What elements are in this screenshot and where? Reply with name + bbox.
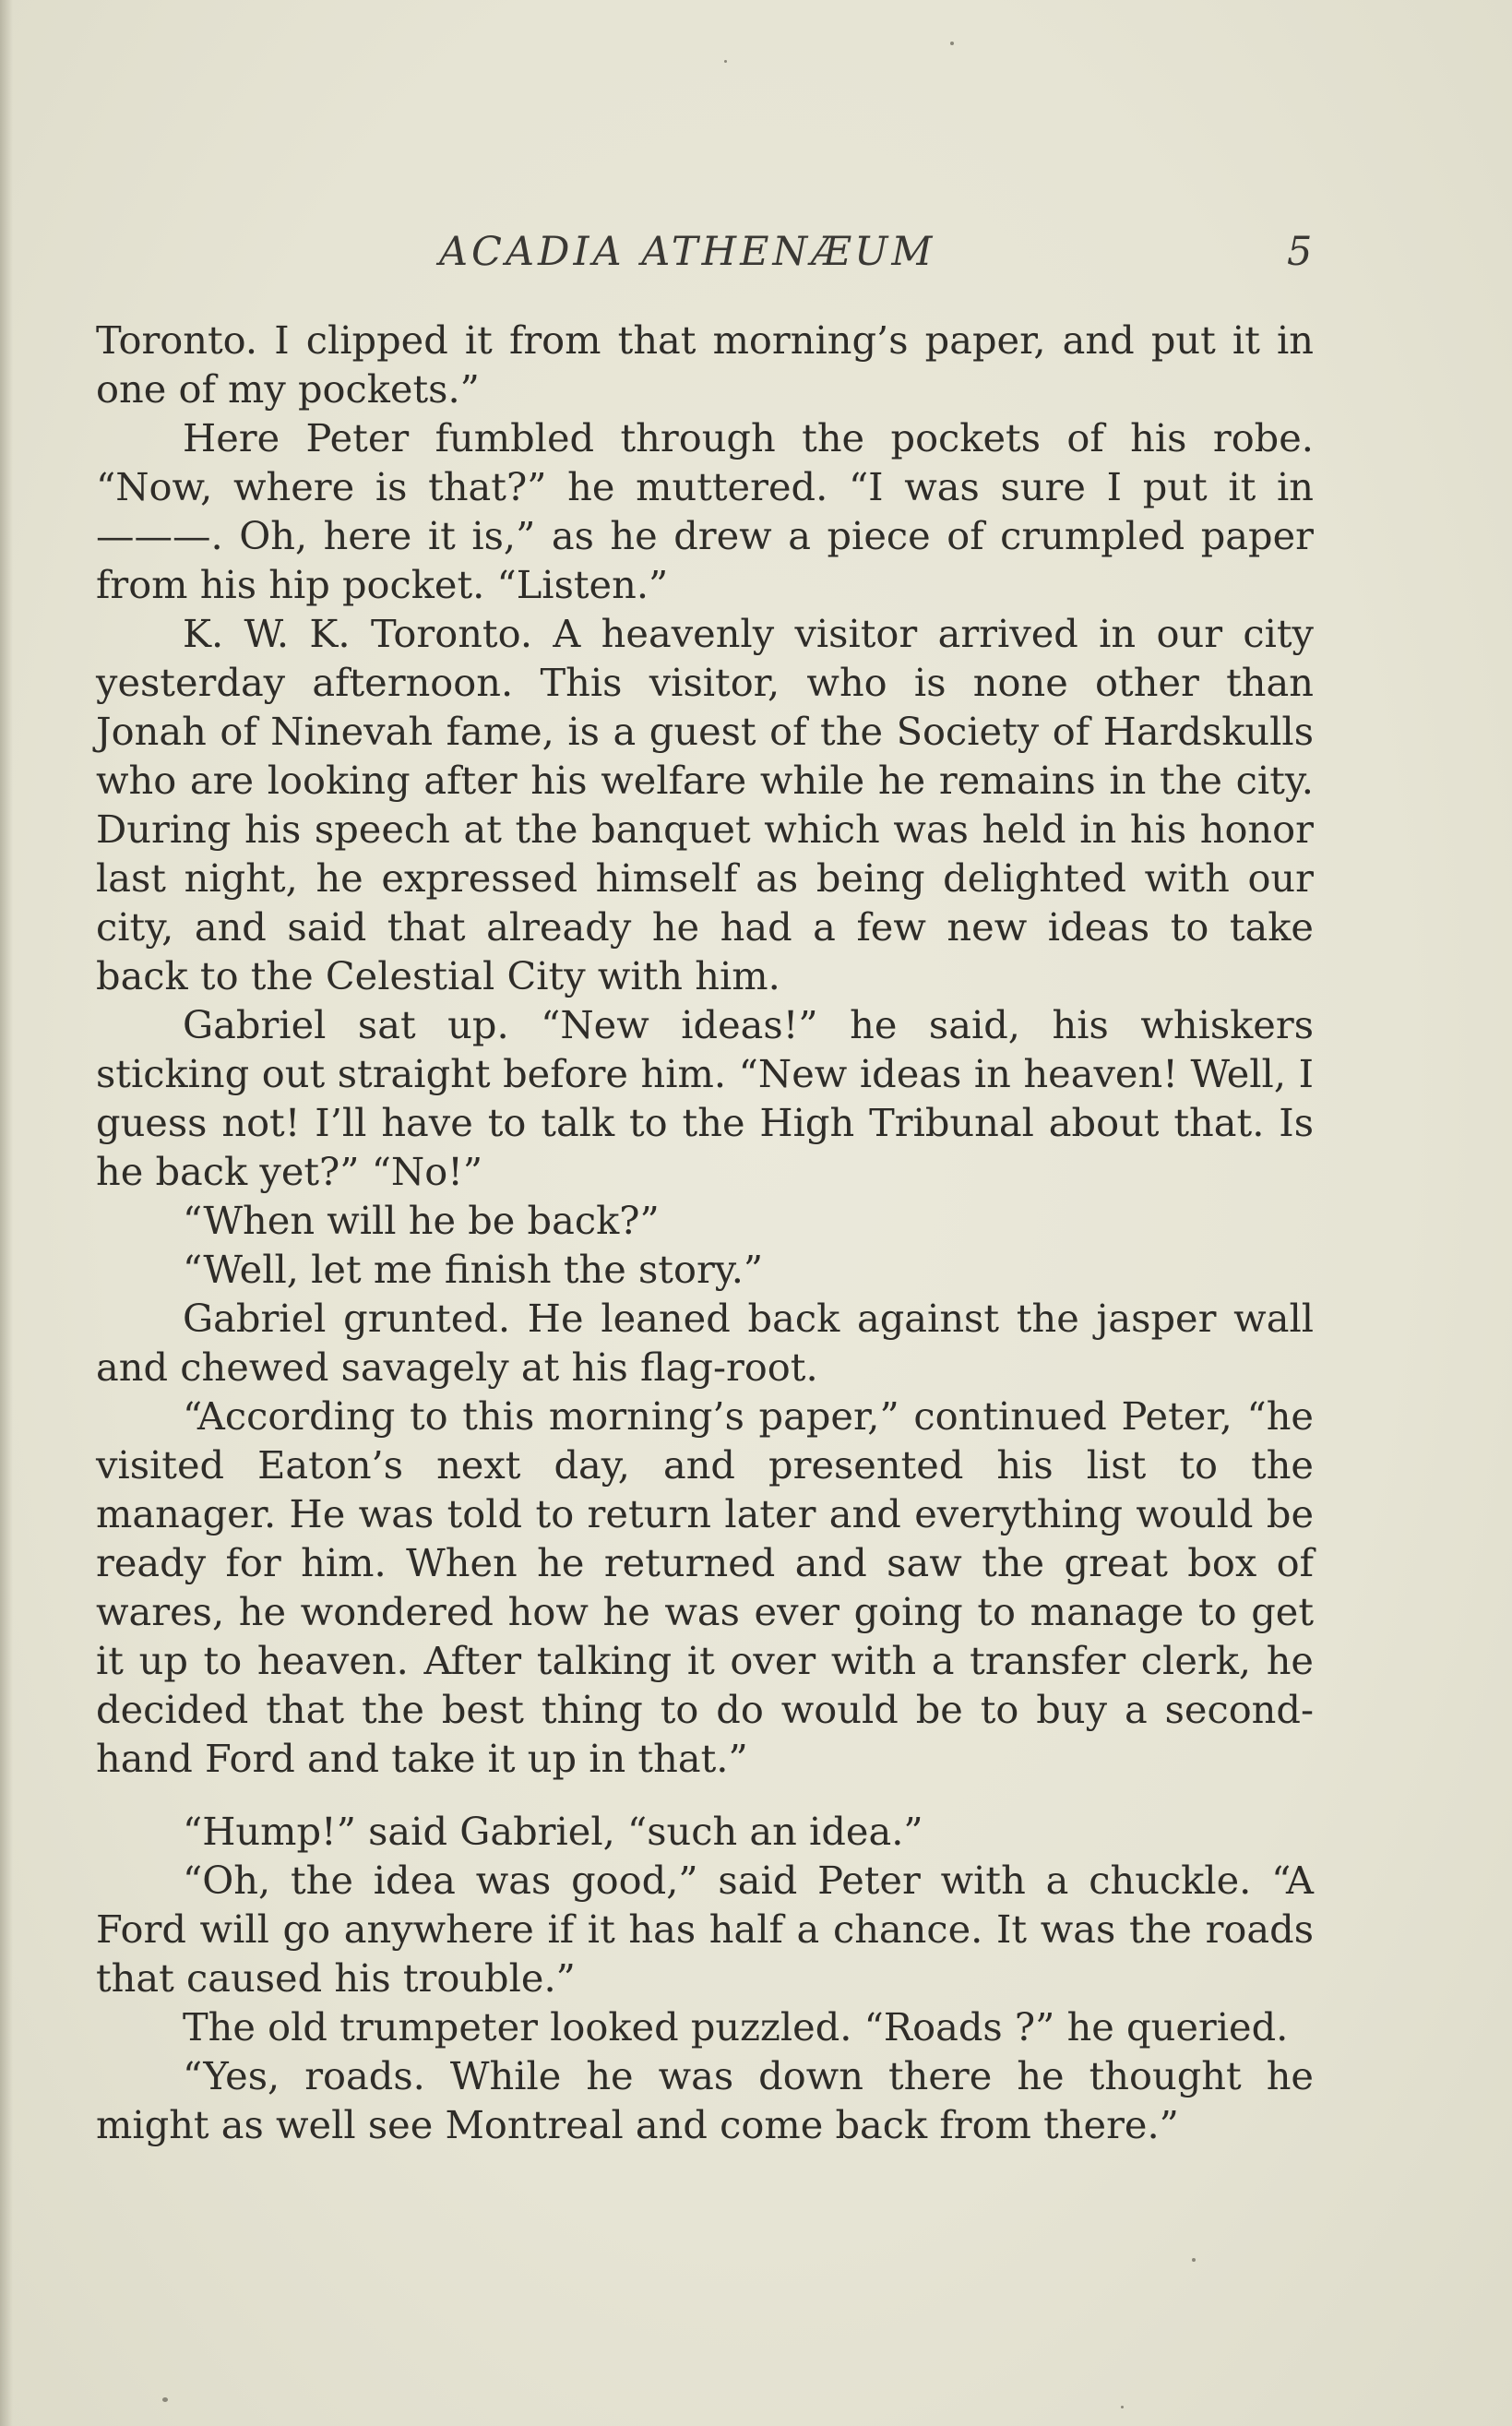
binding-shadow [0,0,13,2426]
paragraph-continued: Toronto. I clipped it from that morning’s paper, and put it in one of my pockets.” [96,317,1314,412]
running-title: ACADIA ATHENÆUM [439,229,936,275]
paper-speck [950,42,954,45]
paper-speck [162,2397,168,2402]
paragraph: The old trumpeter looked puzzled. “Roads ?” he queried. [183,2004,1289,2050]
paragraph: “Yes, roads. While he was down there he thought he might as well see Montreal and come back from there.” [96,2053,1314,2147]
paper-speck [724,60,727,63]
paper-speck [1192,2258,1196,2262]
paper-speck [1121,2406,1124,2408]
body-text [96,316,1314,2149]
paragraph: Gabriel sat up. “New ideas!” he said, his whiskers sticking out straight before him. “New ideas in heaven! Well, I guess not! I’ll have to talk to the High Tribunal about that. Is he back yet?” “No!” [96,1002,1314,1194]
paragraph: Gabriel grunted. He leaned back against the jasper wall and chewed savagely at his flag-root. [96,1296,1314,1390]
page-number: 5 [1287,229,1313,275]
paragraph: “Hump!” said Gabriel, “such an idea.” [183,1809,923,1854]
paragraph: “When will he be back?” [183,1198,660,1243]
paragraph: “According to this morning’s paper,” continued Peter, “he visited Eaton’s next day, and presented his list to the manager. He was told to return later and everything would be ready for him. When he returned and saw the great box of wares, he wondered how he was ever going to manage to get it up to heaven. After talking it over with a transfer clerk, he decided that the best thing to do would be to buy a second-hand Ford and take it up in that.” [96,1393,1314,1781]
running-header [0,229,1512,275]
paragraph: “Well, let me finish the story.” [183,1247,764,1292]
paragraph: “Oh, the idea was good,” said Peter with a chuckle. “A Ford will go anywhere if it has half a chance. It was the roads that caused his trouble.” [96,1858,1314,2001]
paragraph-newspaper-clipping: K. W. K. Toronto. A heavenly visitor arrived in our city yesterday afternoon. This visitor, who is none other than Jonah of Ninevah fame, is a guest of the Society of Hardskulls who are looking after his welfare while he remains in the city. During his speech at the banquet which was held in his honor last night, he expressed himself as being delighted with our city, and said that already he had a few new ideas to take back to the Celestial City with him. [96,611,1314,998]
paragraph: Here Peter fumbled through the pockets of his robe. “Now, where is that?” he muttered. “I was sure I put it in ———. Oh, here it is,” as he drew a piece of crumpled paper from his hip pocket. “Listen.” [96,415,1314,607]
